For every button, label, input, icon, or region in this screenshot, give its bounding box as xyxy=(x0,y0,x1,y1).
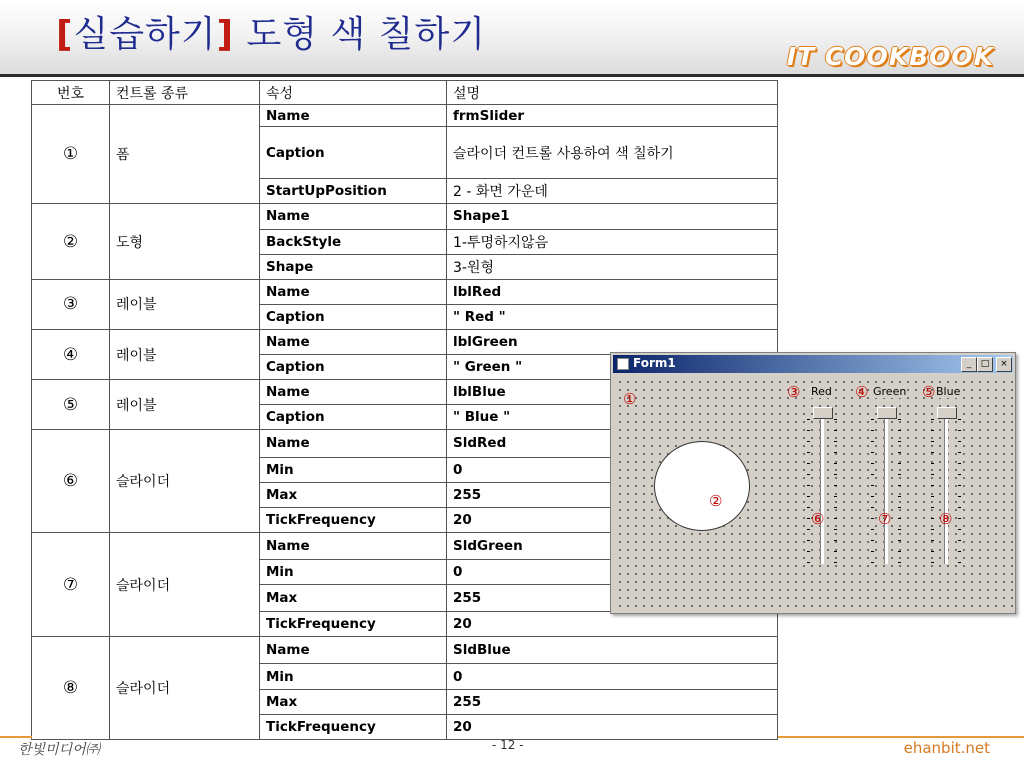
slider-tick xyxy=(871,551,874,552)
minimize-button[interactable]: _ xyxy=(961,357,977,372)
property-name: Name xyxy=(260,430,447,457)
marker-7: ⑦ xyxy=(878,510,892,528)
label-blue: Blue xyxy=(936,385,961,398)
slider-tick xyxy=(898,452,901,453)
control-kind: 슬라이더 xyxy=(110,430,260,532)
marker-2: ② xyxy=(709,492,723,510)
slider-tick xyxy=(931,430,934,431)
marker-3: ③ xyxy=(787,383,801,401)
control-kind: 레이블 xyxy=(110,380,260,430)
header-control-kind: 컨트롤 종류 xyxy=(110,81,260,105)
slider-tick xyxy=(871,452,874,453)
slider-tick xyxy=(834,474,837,475)
brand-logo: IT COOKBOOK xyxy=(786,42,994,71)
row-number: ③ xyxy=(32,279,110,329)
property-name: Max xyxy=(260,689,447,714)
slider-tick xyxy=(958,496,961,497)
property-value: 255 xyxy=(447,585,778,612)
website-link[interactable]: ehanbit.net xyxy=(903,739,990,757)
slider-tick xyxy=(931,463,934,464)
slider-tick xyxy=(871,518,874,519)
table-row xyxy=(32,105,778,127)
property-value: SldRed xyxy=(447,430,778,457)
row-number: ⑧ xyxy=(32,637,110,740)
slider-tick xyxy=(834,562,837,563)
marker-5: ⑤ xyxy=(922,383,936,401)
slider-tick xyxy=(871,485,874,486)
slider-tick xyxy=(931,562,934,563)
slider-tick xyxy=(958,562,961,563)
property-value: 2 - 화면 가운데 xyxy=(447,179,778,204)
slider-tick xyxy=(807,474,810,475)
marker-4: ④ xyxy=(855,383,869,401)
slider-tick xyxy=(807,463,810,464)
slider-tick xyxy=(807,529,810,530)
marker-6: ⑥ xyxy=(811,510,825,528)
form-app-icon xyxy=(617,358,629,370)
property-name: Caption xyxy=(260,127,447,179)
row-number: ⑦ xyxy=(32,532,110,636)
property-name: Name xyxy=(260,204,447,229)
row-number: ① xyxy=(32,105,110,204)
slider-tick xyxy=(958,540,961,541)
control-kind: 도형 xyxy=(110,204,260,279)
control-kind: 슬라이더 xyxy=(110,637,260,740)
form-client-area xyxy=(613,375,1013,611)
property-name: Caption xyxy=(260,355,447,380)
property-name: TickFrequency xyxy=(260,507,447,532)
slider-tick xyxy=(834,430,837,431)
page-number: - 12 - xyxy=(492,738,524,752)
property-name: Shape xyxy=(260,254,447,279)
slider-tick xyxy=(898,496,901,497)
property-value: lblBlue xyxy=(447,380,778,405)
label-red: Red xyxy=(811,385,832,398)
slider-tick xyxy=(898,562,901,563)
property-name: Max xyxy=(260,482,447,507)
slider-tick xyxy=(871,562,874,563)
property-value: Shape1 xyxy=(447,204,778,229)
form1-window[interactable] xyxy=(610,352,1016,614)
slider-tick xyxy=(871,474,874,475)
header-divider xyxy=(0,74,1024,77)
slider-tick xyxy=(958,441,961,442)
title-main: 실습하기 xyxy=(73,14,217,55)
slider-tick xyxy=(898,518,901,519)
header-number: 번호 xyxy=(32,81,110,105)
slider-tick xyxy=(931,551,934,552)
slider-tick xyxy=(807,485,810,486)
slider-tick xyxy=(931,529,934,530)
slider-tick xyxy=(898,540,901,541)
maximize-button[interactable]: □ xyxy=(977,357,993,372)
slider-tick xyxy=(807,518,810,519)
slider-track xyxy=(944,415,948,564)
property-value: " Green " xyxy=(447,355,778,380)
property-value: lblRed xyxy=(447,279,778,304)
property-name: Name xyxy=(260,329,447,354)
slider-tick xyxy=(834,518,837,519)
table-row xyxy=(32,204,778,229)
property-name: Name xyxy=(260,279,447,304)
slider-tick xyxy=(871,430,874,431)
slider-tick xyxy=(834,540,837,541)
slider-track xyxy=(820,415,824,564)
property-name: Min xyxy=(260,457,447,482)
slider-tick xyxy=(871,496,874,497)
table-row xyxy=(32,329,778,354)
header-description: 설명 xyxy=(447,81,778,105)
table-header-row xyxy=(32,81,778,105)
slider-tick xyxy=(871,540,874,541)
slider-tick xyxy=(807,507,810,508)
property-value: 20 xyxy=(447,714,778,739)
form-title: Form1 xyxy=(633,356,676,370)
slider-tick xyxy=(898,529,901,530)
slider-tick xyxy=(807,419,810,420)
property-name: Name xyxy=(260,105,447,127)
slider-tick xyxy=(958,452,961,453)
slider-tick xyxy=(807,540,810,541)
property-value: 255 xyxy=(447,689,778,714)
property-value: SldBlue xyxy=(447,637,778,664)
table-row xyxy=(32,279,778,304)
slider-tick xyxy=(834,551,837,552)
slider-tick xyxy=(958,529,961,530)
property-name: Caption xyxy=(260,405,447,430)
slider-tick xyxy=(898,441,901,442)
property-value: SldGreen xyxy=(447,532,778,559)
slider-tick xyxy=(871,529,874,530)
slider-tick xyxy=(931,474,934,475)
property-name: Name xyxy=(260,380,447,405)
slider-tick xyxy=(898,430,901,431)
slider-blue[interactable] xyxy=(935,405,957,569)
slider-tick xyxy=(834,419,837,420)
slider-tick xyxy=(931,441,934,442)
marker-1: ① xyxy=(623,390,637,408)
property-name: TickFrequency xyxy=(260,612,447,637)
slider-tick xyxy=(898,551,901,552)
property-value: " Red " xyxy=(447,304,778,329)
slider-tick xyxy=(834,441,837,442)
property-name: TickFrequency xyxy=(260,714,447,739)
slider-tick xyxy=(807,551,810,552)
control-kind: 레이블 xyxy=(110,279,260,329)
close-button[interactable]: × xyxy=(996,357,1012,372)
slider-tick xyxy=(834,529,837,530)
property-value: " Blue " xyxy=(447,405,778,430)
title-rest: 도형 색 칠하기 xyxy=(234,14,487,55)
form-titlebar[interactable] xyxy=(613,355,1013,373)
property-name: StartUpPosition xyxy=(260,179,447,204)
slider-thumb[interactable] xyxy=(877,407,897,419)
slider-tick xyxy=(898,485,901,486)
slider-tick xyxy=(807,496,810,497)
slider-tick xyxy=(958,419,961,420)
slider-tick xyxy=(834,507,837,508)
marker-8: ⑧ xyxy=(939,510,953,528)
slider-tick xyxy=(898,474,901,475)
property-value: 0 xyxy=(447,664,778,689)
property-value: 슬라이더 컨트롤 사용하여 색 칠하기 xyxy=(447,127,778,179)
slider-green[interactable] xyxy=(875,405,897,569)
slider-tick xyxy=(931,452,934,453)
footer-line-right xyxy=(778,736,1024,738)
control-kind: 폼 xyxy=(110,105,260,204)
property-value: frmSlider xyxy=(447,105,778,127)
row-number: ② xyxy=(32,204,110,279)
slider-thumb[interactable] xyxy=(813,407,833,419)
shape-circle xyxy=(654,441,750,531)
slider-track xyxy=(884,415,888,564)
label-green: Green xyxy=(873,385,907,398)
row-number: ⑤ xyxy=(32,380,110,430)
slider-tick xyxy=(834,496,837,497)
property-name: Max xyxy=(260,585,447,612)
slide-title xyxy=(56,6,486,57)
slider-tick xyxy=(931,419,934,420)
slider-tick xyxy=(898,507,901,508)
slider-tick xyxy=(931,496,934,497)
slider-tick xyxy=(958,518,961,519)
property-value: 1-투명하지않음 xyxy=(447,229,778,254)
property-name: BackStyle xyxy=(260,229,447,254)
control-kind: 레이블 xyxy=(110,329,260,379)
property-name: Min xyxy=(260,560,447,585)
slider-red[interactable] xyxy=(811,405,833,569)
property-value: 20 xyxy=(447,612,778,637)
slider-tick xyxy=(958,551,961,552)
property-name: Name xyxy=(260,637,447,664)
slider-tick xyxy=(871,507,874,508)
property-value: 0 xyxy=(447,457,778,482)
property-name: Min xyxy=(260,664,447,689)
table-row xyxy=(32,637,778,664)
title-bracket-close: ] xyxy=(216,14,235,55)
slider-tick xyxy=(898,419,901,420)
title-bracket-open: [ xyxy=(56,14,74,55)
slider-tick xyxy=(958,463,961,464)
control-kind: 슬라이더 xyxy=(110,532,260,636)
slider-tick xyxy=(834,485,837,486)
row-number: ④ xyxy=(32,329,110,379)
publisher-name: 한빛미디어㈜ xyxy=(18,742,100,758)
property-value: lblGreen xyxy=(447,329,778,354)
slider-tick xyxy=(871,463,874,464)
slider-tick xyxy=(807,441,810,442)
slider-tick xyxy=(931,540,934,541)
slider-tick xyxy=(807,452,810,453)
property-name: Name xyxy=(260,532,447,559)
slider-tick xyxy=(807,562,810,563)
header-property: 속성 xyxy=(260,81,447,105)
slider-tick xyxy=(958,485,961,486)
slider-tick xyxy=(898,463,901,464)
slider-tick xyxy=(834,452,837,453)
footer-line-left xyxy=(0,736,32,738)
slider-tick xyxy=(958,474,961,475)
property-value: 0 xyxy=(447,560,778,585)
slider-thumb[interactable] xyxy=(937,407,957,419)
property-value: 20 xyxy=(447,507,778,532)
slider-tick xyxy=(931,518,934,519)
slider-tick xyxy=(958,507,961,508)
slider-tick xyxy=(807,430,810,431)
slider-tick xyxy=(931,507,934,508)
property-value: 255 xyxy=(447,482,778,507)
slider-tick xyxy=(958,430,961,431)
row-number: ⑥ xyxy=(32,430,110,532)
slider-tick xyxy=(834,463,837,464)
slider-tick xyxy=(931,485,934,486)
slider-tick xyxy=(871,419,874,420)
property-value: 3-원형 xyxy=(447,254,778,279)
property-name: Caption xyxy=(260,304,447,329)
slider-tick xyxy=(871,441,874,442)
